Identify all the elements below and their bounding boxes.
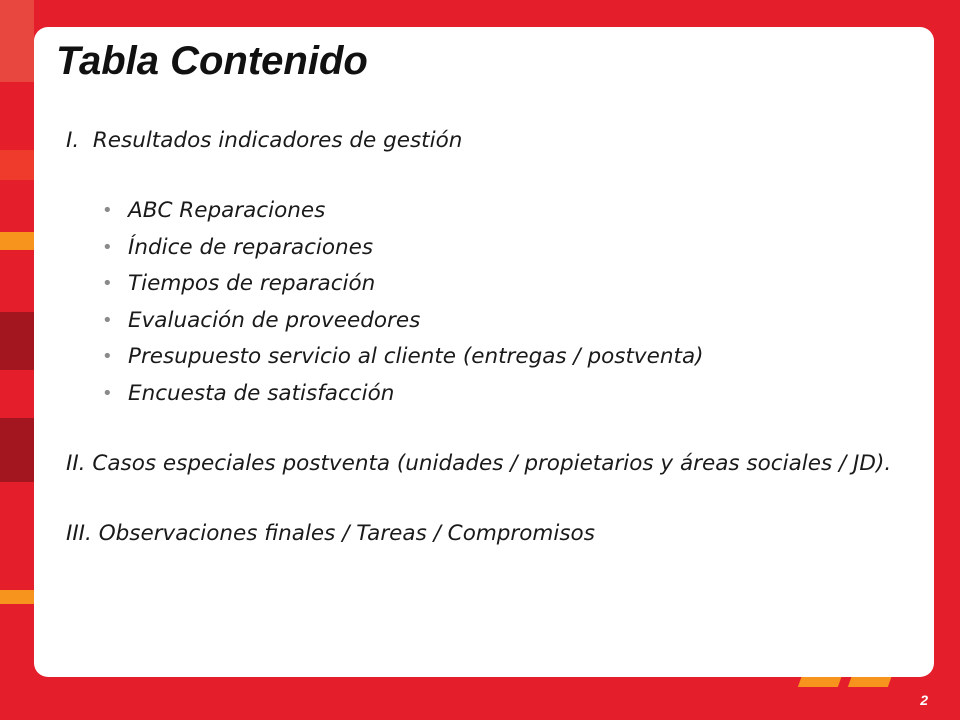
section-1-heading: I. Resultados indicadores de gestión: [66, 128, 463, 153]
content-card: [34, 27, 934, 677]
list-item: [102, 266, 906, 303]
edge-stripe-red-1: [0, 150, 34, 180]
edge-stripe-dark-2: [0, 418, 34, 482]
section-2-heading: II. Casos especiales postventa (unidades / propietarios y áreas sociales / JD).: [66, 451, 892, 476]
bullet-icon: •: [102, 346, 113, 367]
bullet-icon: •: [102, 382, 113, 404]
edge-stripe-dark-1: [0, 312, 34, 370]
bullet-icon: •: [102, 273, 113, 294]
bullet-icon: •: [102, 309, 113, 331]
slide-title: Tabla Contenido: [56, 39, 368, 83]
list-item-label: Índice de reparaciones: [128, 234, 374, 260]
edge-stripe-orange-1: [0, 232, 34, 250]
section-1-bullet-list: [66, 193, 906, 412]
bullet-icon: •: [102, 236, 113, 258]
list-item: [102, 303, 906, 340]
edge-stripe-orange-2: [0, 590, 34, 604]
page-number: 2: [920, 692, 928, 708]
list-item: [102, 193, 906, 230]
section-spacer: [66, 482, 906, 516]
list-item: [102, 339, 906, 376]
list-item-label: Encuesta de satisfacción: [128, 380, 395, 406]
list-item-label: Tiempos de reparación: [128, 271, 376, 296]
list-item-label: Presupuesto servicio al cliente (entregas / postventa): [128, 344, 704, 369]
bullet-icon: •: [102, 200, 113, 221]
list-item: [102, 230, 906, 267]
table-of-contents: [66, 123, 906, 552]
list-item-label: ABC Reparaciones: [128, 198, 326, 223]
list-item: [102, 376, 906, 413]
section-3-heading: III. Observaciones finales / Tareas / Compromisos: [66, 521, 595, 546]
list-item-label: Evaluación de proveedores: [128, 307, 421, 333]
edge-stripe-pink: [0, 0, 34, 82]
